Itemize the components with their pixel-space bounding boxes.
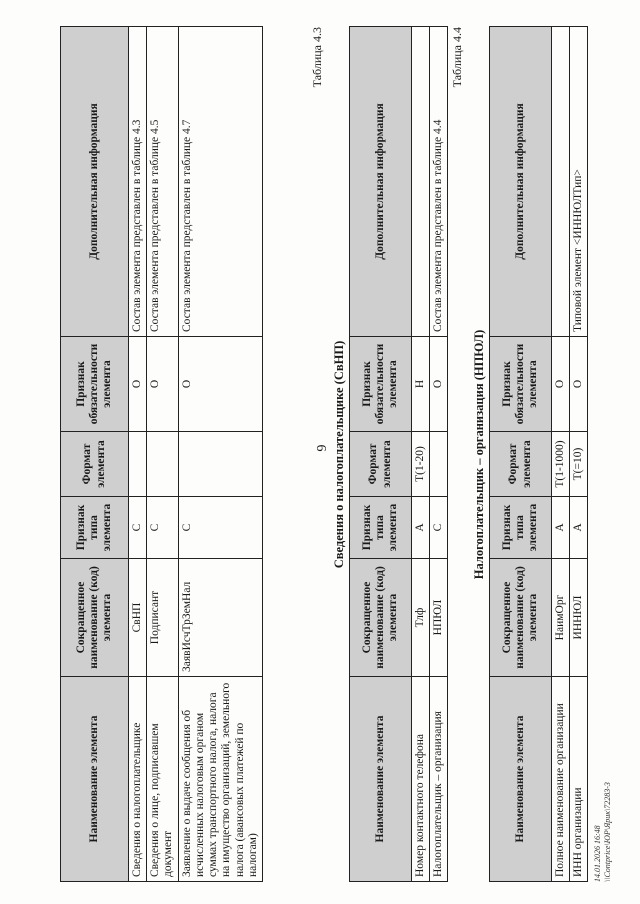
table-row (129, 27, 147, 882)
cell-required: О (178, 337, 262, 432)
cell-format (430, 432, 448, 497)
table-4-3-block (310, 26, 448, 882)
cell-short: Подписант (147, 559, 178, 677)
cell-format: Т(=10) (570, 432, 588, 497)
cell-format (129, 432, 147, 497)
cell-info: Состав элемента представлен в таблице 4.5 (147, 27, 178, 337)
page-number: 6 (313, 444, 328, 452)
header-name: Наименование элемента (350, 677, 412, 882)
table-row (147, 27, 178, 882)
header-required: Признак обязательности элемента (350, 337, 412, 432)
cell-format (147, 432, 178, 497)
cell-format: Т(1-20) (412, 432, 430, 497)
cell-name: Полное наименование организации (552, 677, 570, 882)
cell-type: С (147, 497, 178, 559)
cell-info: Состав элемента представлен в таблице 4.7 (178, 27, 262, 337)
table-row (552, 27, 570, 882)
header-info: Дополнительная информация (350, 27, 412, 337)
footer-path: \\Contprice\ЮР\Ярик\72283-3 (602, 782, 612, 882)
cell-info: Состав элемента представлен в таблице 4.4 (430, 27, 448, 337)
header-format: Формат элемента (61, 432, 129, 497)
cell-short: Тлф (412, 559, 430, 677)
elements-table-continuation (60, 26, 263, 882)
header-type: Признак типа элемента (490, 497, 552, 559)
cell-short: СвНП (129, 559, 147, 677)
cell-short: НПЮЛ (430, 559, 448, 677)
cell-short: ИННЮЛ (570, 559, 588, 677)
table-continuation-block (60, 26, 263, 882)
cell-short: ЗаявИсчТрЗемНал (178, 559, 262, 677)
cell-info (552, 27, 570, 337)
footer-date: 14.01.2026 16:48 (593, 825, 602, 882)
header-info: Дополнительная информация (490, 27, 552, 337)
cell-name: ИНН организации (570, 677, 588, 882)
cell-name: Сведения о лице, подписавшем документ (147, 677, 178, 882)
header-format: Формат элемента (350, 432, 412, 497)
cell-name: Номер контактного телефона (412, 677, 430, 882)
table-title: Налогоплательщик – организация (НПЮЛ) (472, 329, 486, 580)
cell-required: О (129, 337, 147, 432)
table-caption: Таблица 4.4 (450, 27, 464, 88)
table-row (570, 27, 588, 882)
cell-info: Типовой элемент <ИННЮЛТип> (570, 27, 588, 337)
rotated-content (60, 22, 612, 882)
cell-required: О (147, 337, 178, 432)
header-name: Наименование элемента (490, 677, 552, 882)
cell-required: Н (412, 337, 430, 432)
header-format: Формат элемента (490, 432, 552, 497)
cell-required: О (552, 337, 570, 432)
npyul-table (489, 26, 588, 882)
header-required: Признак обязательности элемента (490, 337, 552, 432)
cell-type: С (430, 497, 448, 559)
header-short: Сокращенное наименование (код) элемента (61, 559, 129, 677)
table-caption: Таблица 4.3 (310, 27, 324, 88)
footer-stamp (593, 782, 612, 882)
cell-format (178, 432, 262, 497)
svnp-table (349, 26, 448, 882)
cell-type: С (178, 497, 262, 559)
header-short: Сокращенное наименование (код) элемента (350, 559, 412, 677)
header-name: Наименование элемента (61, 677, 129, 882)
cell-format: Т(1-1000) (552, 432, 570, 497)
header-info: Дополнительная информация (61, 27, 129, 337)
header-required: Признак обязательности элемента (61, 337, 129, 432)
table-row (430, 27, 448, 882)
cell-type: А (412, 497, 430, 559)
cell-name: Заявление о выдаче сообщения об исчисленных налоговым органом суммах транспортного налога, налога на имущество организаций, земельного налога (авансовых платежей по налогам) (178, 677, 262, 882)
cell-required: О (430, 337, 448, 432)
header-type: Признак типа элемента (61, 497, 129, 559)
header-type: Признак типа элемента (350, 497, 412, 559)
cell-type: А (552, 497, 570, 559)
table-row (178, 27, 262, 882)
cell-type: А (570, 497, 588, 559)
cell-name: Налогоплательщик – организация (430, 677, 448, 882)
cell-name: Сведения о налогоплательщике (129, 677, 147, 882)
table-row (412, 27, 430, 882)
cell-short: НаимОрг (552, 559, 570, 677)
cell-info (412, 27, 430, 337)
cell-required: О (570, 337, 588, 432)
table-4-4-block (450, 26, 588, 882)
table-title: Сведения о налогоплательщике (СвНП) (332, 340, 346, 569)
header-short: Сокращенное наименование (код) элемента (490, 559, 552, 677)
cell-info: Состав элемента представлен в таблице 4.3 (129, 27, 147, 337)
cell-type: С (129, 497, 147, 559)
